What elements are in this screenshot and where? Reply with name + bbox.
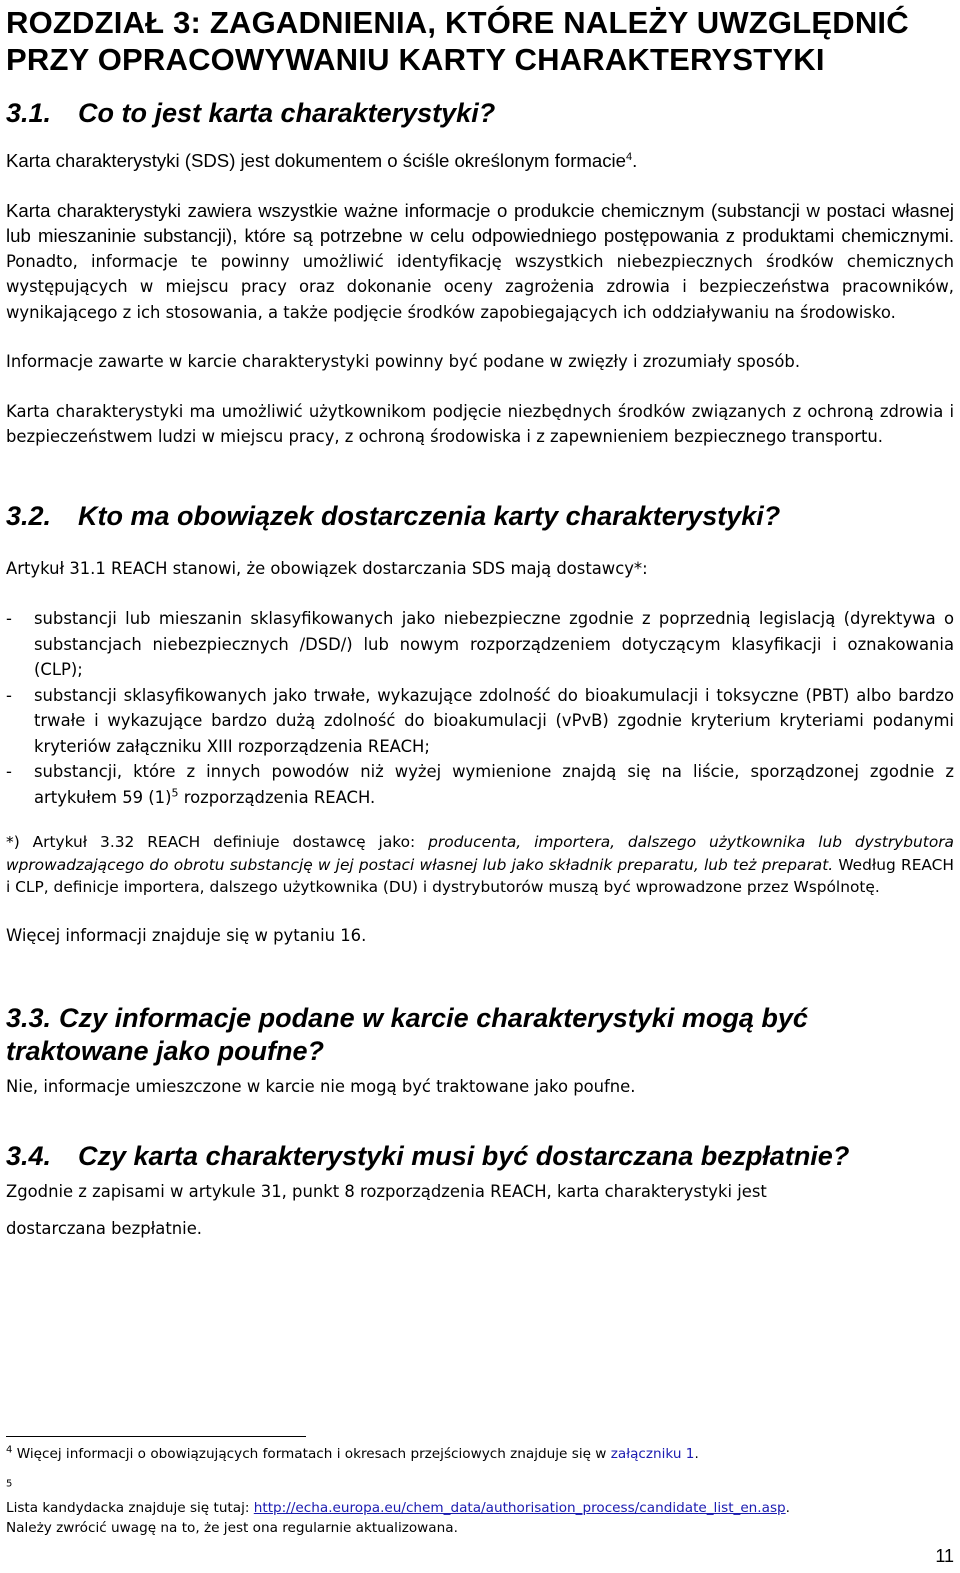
paragraph-sds-contents: [6, 198, 954, 326]
paragraph-sds-definition: [6, 148, 954, 174]
list-item-text: substancji lub mieszanin sklasyfikowanych jako niebezpieczne zgodnie z poprzednią legislacją (dyrektywa o substancjach niebezpiecznych /DSD/) lub nowym rozporządzeniem dotyczącym klasyfikacji i oznakowania (CLP);: [34, 609, 954, 679]
note-text-end: Według REACH i CLP, definicje importera, dalszego użytkownika (DU) i dystrybutorów muszą być wprowadzone przez Wspólnotę.: [6, 855, 955, 896]
footnote-ref-4: 4: [626, 150, 633, 163]
footnote-end: .: [694, 1446, 699, 1462]
chapter-title: ROZDZIAŁ 3: ZAGADNIENIA, KTÓRE NALEŻY UWZGLĘDNIĆ PRZY OPRACOWYWANIU KARTY CHARAKTERYSTYKI: [6, 5, 909, 77]
footnote-end: .: [785, 1500, 790, 1516]
footnote-text: Więcej informacji o obowiązujących formatach i okresach przejściowych znajduje się w: [16, 1446, 611, 1462]
paragraph-text-tahoma: Ponadto, informacje te powinny umożliwić identyfikację wszystkich niebezpiecznych środków chemicznych występujących w miejscu pracy oraz dokonanie oceny zagrożenia zdrowia i bezpieczeństwa pracowników, wynikającego z ich stosowania, a także podjęcie środków zapobiegających ich oddziaływaniu na środowisko.: [6, 251, 954, 322]
list-item: [6, 606, 954, 683]
section-number: 3.2.: [6, 500, 52, 531]
annex-1-link[interactable]: załączniku 1: [610, 1446, 695, 1462]
footnote-text: Lista kandydacka znajduje się tutaj:: [6, 1500, 254, 1516]
paragraph-text: Karta charakterystyki (SDS) jest dokumentem o ściśle określonym formacie: [6, 150, 626, 171]
section-title: Czy karta charakterystyki musi być dostarczana bezpłatnie?: [78, 1140, 850, 1171]
footnote-number: 4: [6, 1444, 13, 1456]
supplier-obligation-list: [6, 606, 954, 810]
section-title: Co to jest karta charakterystyki?: [78, 98, 496, 128]
paragraph-free-of-charge-2: dostarczana bezpłatnie.: [6, 1219, 202, 1238]
section-3-1-heading: [6, 97, 954, 130]
note-definition-italic: producenta, importera, dalszego użytkownika lub dystrybutora wprowadzającego do obrotu substancję w jej postaci własnej lub jako składnik preparatu, lub też preparat.: [6, 833, 954, 874]
section-number: 3.4.: [6, 1140, 52, 1171]
candidate-list-link[interactable]: http://echa.europa.eu/chem_data/authorisation_process/candidate_list_en.asp: [253, 1500, 786, 1516]
footnote-5: [6, 1478, 790, 1538]
paragraph-supplier-note: [6, 831, 954, 899]
footnote-number: 5: [6, 1478, 13, 1490]
paragraph-concise: Informacje zawarte w karcie charakterystyki powinny być podane w zwięzły i zrozumiały sposób.: [6, 352, 801, 371]
footnote-4: [6, 1444, 699, 1464]
list-dash: -: [6, 762, 12, 781]
list-dash: -: [6, 685, 12, 705]
list-item-text-end: rozporządzenia REACH.: [178, 787, 376, 807]
section-3-4-heading: [6, 1140, 954, 1173]
list-item-text: substancji, które z innych powodów niż wyżej wymienione znajdą się na liście, sporządzonej zgodnie z artykułem 59 (1): [34, 762, 954, 807]
list-item: [6, 759, 954, 810]
paragraph-free-of-charge-1: Zgodnie z zapisami w artykule 31, punkt 8 rozporządzenia REACH, karta charakterystyki jest: [6, 1181, 767, 1201]
footnote-divider: [6, 1436, 306, 1437]
page-body: [6, 0, 954, 1242]
note-text: *) Artykuł 3.32 REACH definiuje dostawcę jako:: [6, 833, 429, 851]
section-number: 3.1.: [6, 98, 52, 128]
paragraph-art31: Artykuł 31.1 REACH stanowi, że obowiązek dostarczania SDS mają dostawcy*:: [6, 558, 648, 578]
paragraph-text-arial: Karta charakterystyki zawiera wszystkie ważne informacje o produkcie chemicznym (substancji w postaci własnej lub mieszaninie substancji), które są potrzebne w celu odpowiedniego postępowania z produktami chemicznymi.: [6, 199, 954, 246]
list-dash: -: [6, 609, 12, 628]
list-item-text: substancji sklasyfikowanych jako trwałe, wykazujące zdolność do bioakumulacji i toksyczne (PBT) albo bardzo trwałe i wykazujące bardzo dużą zdolność do bioakumulacji (vPvB) zgodnie kryterium kryteriami podanymi kryteriów załączniku XIII rozporządzenia REACH;: [34, 685, 954, 756]
section-3-3-heading: [6, 1002, 954, 1068]
paragraph-confidential: Nie, informacje umieszczone w karcie nie mogą być traktowane jako poufne.: [6, 1077, 636, 1096]
footnote-ref-5: 5: [171, 786, 179, 800]
section-title: Kto ma obowiązek dostarczenia karty charakterystyki?: [78, 500, 781, 531]
section-number: 3.3.: [6, 1003, 52, 1033]
paragraph-purpose: Karta charakterystyki ma umożliwić użytkownikom podjęcie niezbędnych środków związanych z ochroną zdrowia i bezpieczeństwem ludzi w miejscu pracy, z ochroną środowiska i z zapewnieniem bezpiecznego transportu.: [6, 401, 954, 446]
paragraph-more-info: Więcej informacji znajduje się w pytaniu 16.: [6, 925, 367, 945]
list-item: [6, 683, 954, 760]
page-number: 11: [935, 1546, 954, 1566]
section-3-2-heading: [6, 500, 954, 533]
paragraph-end: .: [632, 150, 638, 171]
footnote-text-line2: Należy zwrócić uwagę na to, że jest ona regularnie aktualizowana.: [6, 1520, 458, 1536]
section-title: Czy informacje podane w karcie charakterystyki mogą być traktowane jako poufne?: [6, 1003, 808, 1066]
